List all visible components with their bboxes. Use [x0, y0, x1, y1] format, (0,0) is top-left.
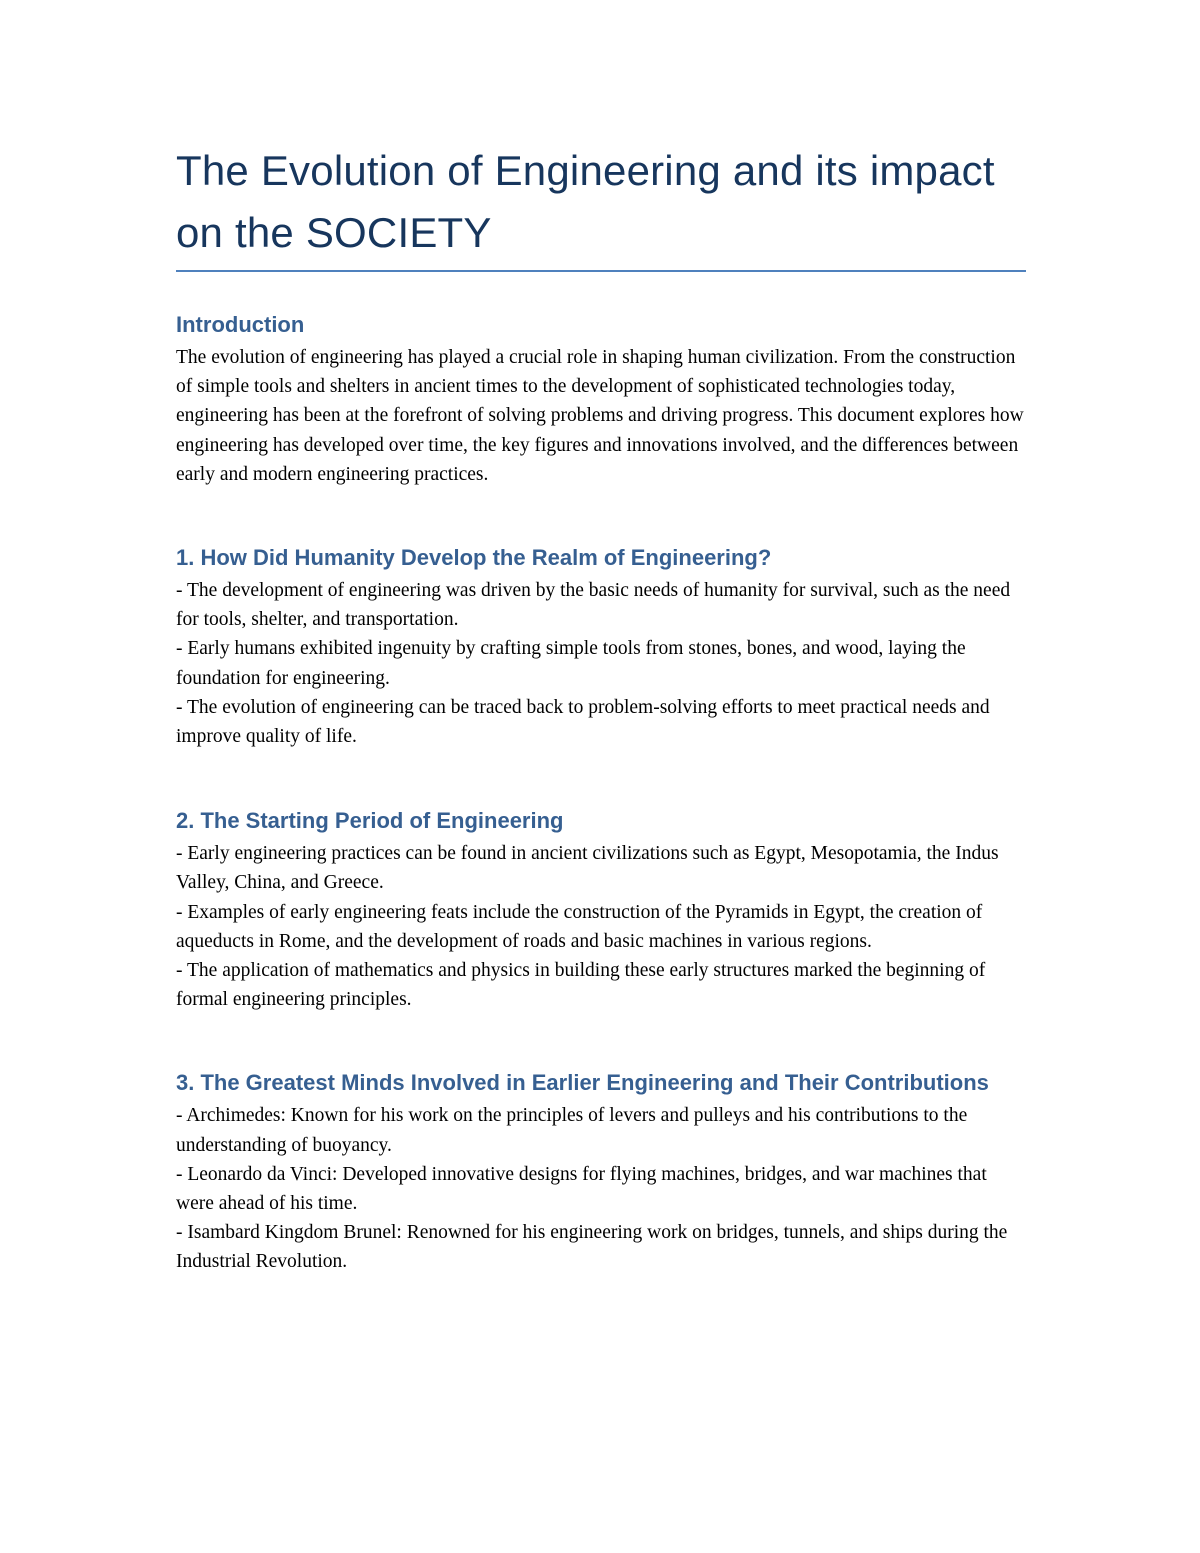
section-heading: 2. The Starting Period of Engineering: [176, 808, 564, 834]
bullet-item: - The evolution of engineering can be traced back to problem-solving efforts to meet practical needs and improve quality of life.: [176, 696, 990, 748]
bullet-item: - Early humans exhibited ingenuity by crafting simple tools from stones, bones, and wood, laying the foundation for engineering.: [176, 638, 966, 689]
section-starting-period: [176, 802, 1026, 1014]
bullet-item: - Archimedes: Known for his work on the principles of levers and pulleys and his contributions to the understanding of buoyancy.: [176, 1105, 968, 1156]
section-paragraph: The evolution of engineering has played a crucial role in shaping human civilization. From the construction of simple tools and shelters in ancient times to the development of sophisticated technologies today, engineering has been at the forefront of solving problems and driving progress. This document explores how engineering has developed over time, the key figures and innovations involved, and the differences between early and modern engineering practices.: [176, 347, 1024, 485]
section-heading: Introduction: [176, 312, 305, 337]
bullet-item: - Leonardo da Vinci: Developed innovative designs for flying machines, bridges, and war machines that were ahead of his time.: [176, 1163, 987, 1215]
section-greatest-minds: [176, 1064, 1026, 1276]
bullet-list: [176, 1101, 1026, 1276]
section-heading: 3. The Greatest Minds Involved in Earlier Engineering and Their Contributions: [176, 1070, 989, 1096]
section-humanity-develop: [176, 539, 1026, 751]
bullet-item: - The application of mathematics and physics in building these early structures marked the beginning of formal engineering principles.: [176, 960, 986, 1011]
section-introduction: [176, 306, 1026, 489]
bullet-item: - Early engineering practices can be found in ancient civilizations such as Egypt, Mesopotamia, the Indus Valley, China, and Greece.: [176, 843, 999, 894]
bullet-list: [176, 839, 1026, 1014]
section-heading: 1. How Did Humanity Develop the Realm of Engineering?: [176, 545, 772, 571]
document-page: [176, 140, 1026, 1277]
document-title: The Evolution of Engineering and its impact on the SOCIETY: [176, 140, 1026, 272]
bullet-item: - Examples of early engineering feats include the construction of the Pyramids in Egypt, the creation of aqueducts in Rome, and the development of roads and basic machines in various regions.: [176, 901, 983, 952]
bullet-item: - The development of engineering was driven by the basic needs of humanity for survival, such as the need for tools, shelter, and transportation.: [176, 580, 1011, 631]
bullet-item: - Isambard Kingdom Brunel: Renowned for his engineering work on bridges, tunnels, and ships during the Industrial Revolution.: [176, 1222, 1008, 1273]
bullet-list: [176, 576, 1026, 751]
